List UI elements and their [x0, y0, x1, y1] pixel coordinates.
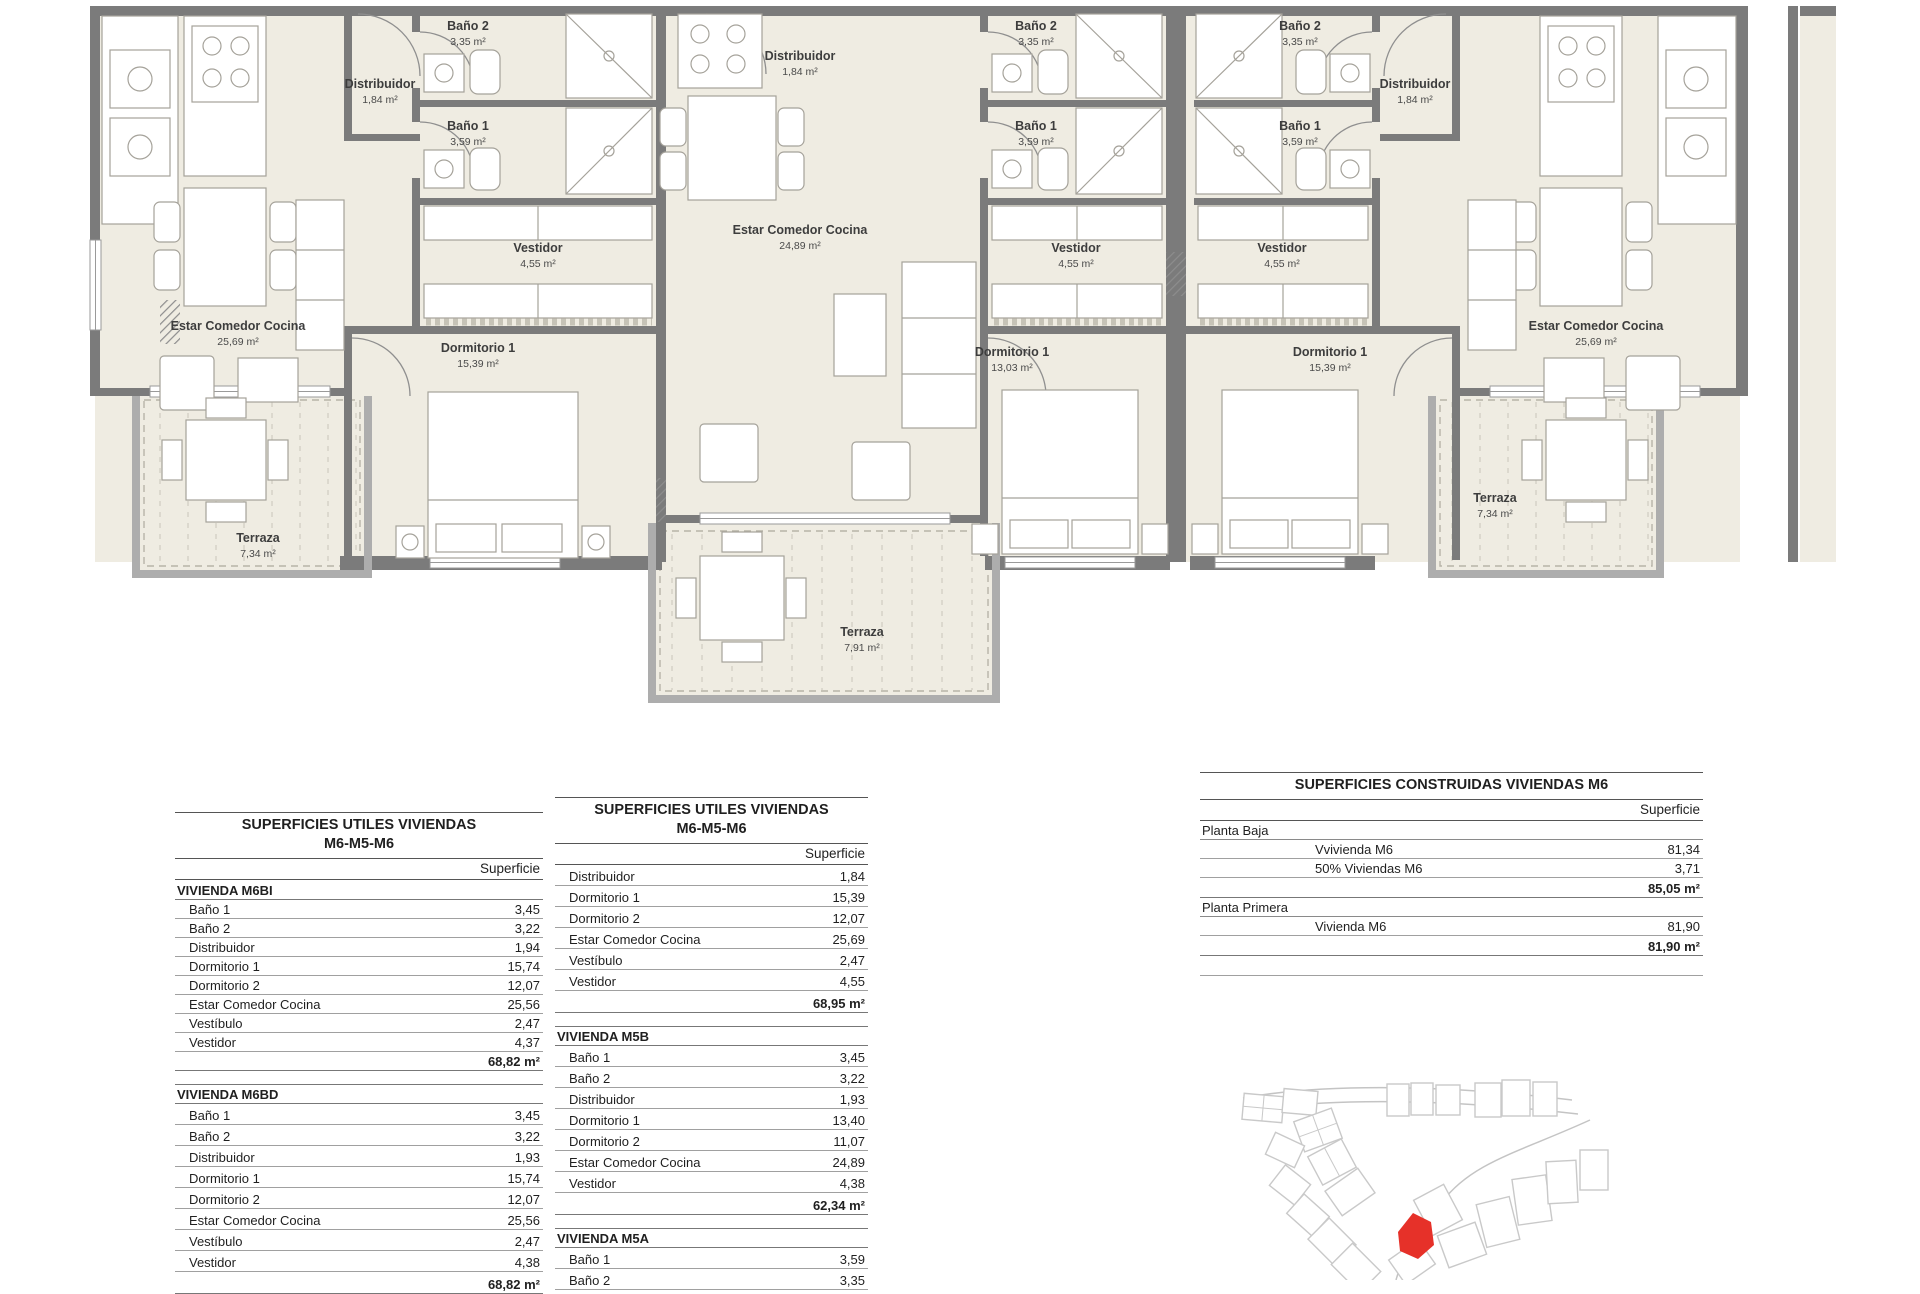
room-label: Baño 2 — [1279, 19, 1321, 33]
row-value: 3,22 — [514, 1128, 540, 1144]
row-label: Distribuidor — [569, 868, 635, 884]
room-label: Dormitorio 1 — [1292, 345, 1368, 359]
row-value: 3,59 — [839, 1251, 865, 1267]
room-label: Baño 1 — [1279, 119, 1321, 133]
row-label: Estar Comedor Cocina — [189, 1212, 321, 1228]
table-row — [555, 907, 868, 928]
table-row — [175, 900, 543, 919]
section-total-value: 68,82 m² — [487, 1276, 540, 1292]
table-row — [555, 1067, 868, 1088]
section-total — [555, 1193, 868, 1215]
room-label: Distribuidor — [764, 49, 836, 63]
row-label: Vestidor — [189, 1254, 236, 1270]
row-value: 3,22 — [514, 920, 540, 936]
column-header: Superficie — [479, 860, 540, 876]
section-total — [175, 1272, 543, 1294]
room-area: 24,89 m² — [779, 240, 821, 252]
section-total-value: 68,95 m² — [812, 995, 865, 1011]
section-total — [175, 1052, 543, 1071]
table-row — [175, 1125, 543, 1146]
room-area: 13,03 m² — [991, 362, 1033, 374]
row-value: 3,45 — [839, 1049, 865, 1065]
table-title: SUPERFICIES UTILES VIVIENDAS M6-M5-M6 — [175, 812, 543, 859]
table-row — [175, 1230, 543, 1251]
table-superficies-utiles-left — [175, 812, 543, 1294]
row-label: Vvivienda M6 — [1315, 841, 1394, 857]
row-label: Dormitorio 2 — [189, 1191, 260, 1207]
table-row — [555, 970, 868, 991]
room-label: Baño 2 — [1015, 19, 1057, 33]
room-area: 1,84 m² — [362, 94, 398, 106]
row-label: Baño 1 — [189, 901, 231, 917]
row-value: 1,84 — [839, 868, 865, 884]
room-area: 15,39 m² — [457, 358, 499, 370]
row-value: 81,90 — [1667, 918, 1700, 934]
section-total — [555, 991, 868, 1013]
table-superficies-construidas — [1200, 772, 1703, 976]
table-row — [175, 919, 543, 938]
table-row — [1200, 840, 1703, 859]
row-value: 2,47 — [514, 1233, 540, 1249]
row-value: 3,22 — [839, 1070, 865, 1086]
row-value: 81,34 — [1667, 841, 1700, 857]
room-area: 15,39 m² — [1309, 362, 1351, 374]
table-row — [175, 1188, 543, 1209]
table-row — [1200, 917, 1703, 936]
table-row — [555, 1248, 868, 1269]
room-label: Dormitorio 1 — [440, 341, 516, 355]
table-row — [1200, 859, 1703, 878]
row-label: Dormitorio 2 — [569, 910, 640, 926]
row-value: 15,74 — [507, 1170, 540, 1186]
room-area: 1,84 m² — [1397, 94, 1433, 106]
table-row — [555, 865, 868, 886]
row-label: Dormitorio 1 — [189, 958, 260, 974]
room-label: Dormitorio 1 — [974, 345, 1050, 359]
column-header: Superficie — [804, 845, 865, 861]
table-row — [175, 1146, 543, 1167]
row-value: 3,45 — [514, 901, 540, 917]
table-row — [555, 1269, 868, 1290]
site-plan-map — [980, 1055, 1620, 1280]
table-title: SUPERFICIES UTILES VIVIENDAS M6-M5-M6 — [555, 797, 868, 844]
row-value: 1,93 — [839, 1091, 865, 1107]
row-value: 1,93 — [514, 1149, 540, 1165]
row-value: 11,07 — [833, 1133, 865, 1149]
table-row — [175, 1167, 543, 1188]
table-row — [555, 949, 868, 970]
room-label: Baño 1 — [447, 119, 489, 133]
group-total — [1200, 936, 1703, 956]
row-label: Dormitorio 2 — [189, 977, 260, 993]
row-label: Vestidor — [189, 1034, 236, 1050]
table-row — [175, 1209, 543, 1230]
row-label: Baño 2 — [569, 1272, 611, 1288]
section-header: VIVIENDA M5A — [555, 1228, 868, 1248]
table-row — [555, 1172, 868, 1193]
room-area: 4,55 m² — [1058, 258, 1094, 270]
room-area: 7,34 m² — [1477, 508, 1513, 520]
room-label: Terraza — [236, 531, 280, 545]
room-label: Estar Comedor Cocina — [732, 223, 868, 237]
section-total-value: 62,34 m² — [812, 1197, 865, 1213]
group-header: Planta Primera — [1200, 898, 1703, 917]
table-row — [175, 1251, 543, 1272]
row-value: 3,35 — [839, 1272, 865, 1288]
table-row — [555, 1130, 868, 1151]
row-label: Distribuidor — [569, 1091, 635, 1107]
section-header: VIVIENDA M6BI — [175, 880, 543, 900]
section-total-value: 68,82 m² — [487, 1053, 540, 1069]
row-value: 4,37 — [514, 1034, 540, 1050]
table-row — [555, 928, 868, 949]
room-area: 3,35 m² — [1018, 36, 1054, 48]
group-total-value: 81,90 m² — [1647, 938, 1700, 954]
table-superficies-utiles-middle — [555, 797, 868, 1290]
row-label: Dormitorio 2 — [569, 1133, 640, 1149]
row-label: Vestíbulo — [189, 1015, 243, 1031]
row-label: Baño 2 — [189, 920, 231, 936]
section-header: VIVIENDA M6BD — [175, 1084, 543, 1104]
table-row — [555, 886, 868, 907]
column-header: Superficie — [1639, 801, 1700, 817]
room-label: Distribuidor — [344, 77, 416, 91]
row-value: 12,07 — [832, 910, 865, 926]
room-area: 1,84 m² — [782, 66, 818, 78]
row-label: 50% Viviendas M6 — [1315, 860, 1423, 876]
row-value: 15,39 — [832, 889, 865, 905]
row-label: Vestidor — [569, 973, 616, 989]
room-label: Terraza — [1473, 491, 1517, 505]
table-row — [175, 995, 543, 1014]
empty-row — [1200, 956, 1703, 976]
room-label: Estar Comedor Cocina — [170, 319, 306, 333]
table-row — [555, 1046, 868, 1067]
row-label: Baño 2 — [569, 1070, 611, 1086]
room-label: Terraza — [840, 625, 884, 639]
row-label: Baño 2 — [189, 1128, 231, 1144]
room-area: 3,59 m² — [1018, 136, 1054, 148]
row-value: 12,07 — [507, 977, 540, 993]
table-row — [555, 1151, 868, 1172]
column-header-row — [1200, 800, 1703, 821]
row-value: 4,38 — [839, 1175, 865, 1191]
room-label: Baño 1 — [1015, 119, 1057, 133]
room-area: 4,55 m² — [520, 258, 556, 270]
room-area: 7,91 m² — [844, 642, 880, 654]
group-header: Planta Baja — [1200, 821, 1703, 840]
row-value: 3,45 — [514, 1107, 540, 1123]
row-label: Dormitorio 1 — [569, 889, 640, 905]
room-area: 7,34 m² — [240, 548, 276, 560]
table-row — [175, 1033, 543, 1052]
row-value: 13,40 — [832, 1112, 865, 1128]
table-row — [175, 957, 543, 976]
room-area: 3,35 m² — [1282, 36, 1318, 48]
room-label: Baño 2 — [447, 19, 489, 33]
row-value: 24,89 — [832, 1154, 865, 1170]
row-label: Baño 1 — [569, 1251, 611, 1267]
table-row — [175, 938, 543, 957]
section-header: VIVIENDA M5B — [555, 1026, 868, 1046]
row-label: Vestíbulo — [189, 1233, 243, 1249]
room-area: 3,59 m² — [450, 136, 486, 148]
table-row — [555, 1109, 868, 1130]
table-row — [175, 976, 543, 995]
row-value: 2,47 — [514, 1015, 540, 1031]
group-total-value: 85,05 m² — [1647, 880, 1700, 896]
room-area: 25,69 m² — [1575, 336, 1617, 348]
room-label: Vestidor — [513, 241, 563, 255]
row-value: 3,71 — [1674, 860, 1700, 876]
row-value: 2,47 — [839, 952, 865, 968]
row-label: Vestíbulo — [569, 952, 623, 968]
room-label: Distribuidor — [1379, 77, 1451, 91]
table-row — [175, 1014, 543, 1033]
row-label: Baño 1 — [189, 1107, 231, 1123]
room-area: 4,55 m² — [1264, 258, 1300, 270]
room-area: 3,35 m² — [450, 36, 486, 48]
row-value: 1,94 — [514, 939, 540, 955]
table-row — [555, 1088, 868, 1109]
column-header-row — [555, 844, 868, 865]
row-label: Vivienda M6 — [1315, 918, 1387, 934]
table-title: SUPERFICIES CONSTRUIDAS VIVIENDAS M6 — [1200, 772, 1703, 800]
row-label: Baño 1 — [569, 1049, 611, 1065]
group-total — [1200, 878, 1703, 898]
room-area: 25,69 m² — [217, 336, 259, 348]
row-label: Dormitorio 1 — [189, 1170, 260, 1186]
row-value: 25,69 — [832, 931, 865, 947]
row-label: Distribuidor — [189, 1149, 255, 1165]
row-label: Estar Comedor Cocina — [189, 996, 321, 1012]
row-label: Estar Comedor Cocina — [569, 931, 701, 947]
column-header-row — [175, 859, 543, 880]
room-label: Vestidor — [1257, 241, 1307, 255]
row-value: 12,07 — [507, 1191, 540, 1207]
room-area: 3,59 m² — [1282, 136, 1318, 148]
row-label: Vestidor — [569, 1175, 616, 1191]
row-value: 25,56 — [507, 996, 540, 1012]
row-label: Distribuidor — [189, 939, 255, 955]
room-label: Vestidor — [1051, 241, 1101, 255]
row-value: 15,74 — [507, 958, 540, 974]
row-value: 4,55 — [839, 973, 865, 989]
room-label: Estar Comedor Cocina — [1528, 319, 1664, 333]
row-value: 25,56 — [507, 1212, 540, 1228]
row-value: 4,38 — [514, 1254, 540, 1270]
row-label: Estar Comedor Cocina — [569, 1154, 701, 1170]
table-row — [175, 1104, 543, 1125]
row-label: Dormitorio 1 — [569, 1112, 640, 1128]
